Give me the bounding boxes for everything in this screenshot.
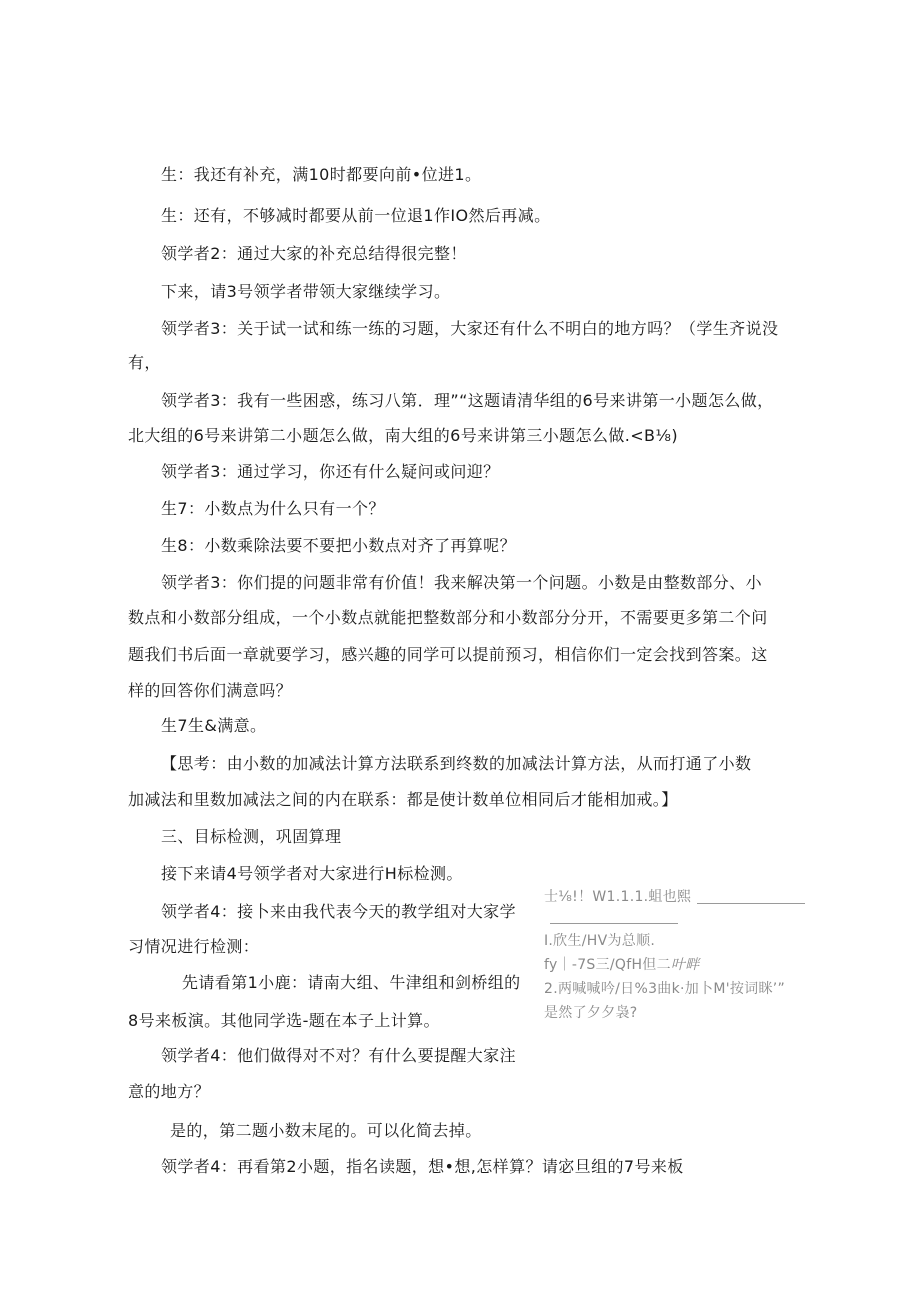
text-line: 是的，第二题小数末尾的。可以化简去掉。: [170, 1121, 482, 1140]
annotation-line: 2.两喊喊吟/日%3曲k·加卜M'按词眯’”: [544, 981, 786, 997]
annotation-line: 是然了夕夕袅?: [544, 1005, 638, 1021]
text-line: 题我们书后面一章就要学习，感兴趣的同学可以提前预习，相信你们一定会找到答案。这: [128, 645, 768, 664]
text-line: 习情况进行检测：: [128, 937, 260, 956]
text-line: 生7：小数点为什么只有一个？: [161, 499, 385, 518]
text-line: 有，: [128, 353, 161, 372]
text-line: 生：我还有补充，满10时都要向前•位进1。: [161, 165, 482, 184]
text-line: 领学者3：关于试一试和练一练的习题，大家还有什么不明白的地方吗？（学生齐说没: [161, 319, 779, 338]
text-line: 数点和小数部分组成，一个小数点就能把整数部分和小数部分分开，不需要更多第二个问: [128, 608, 768, 627]
text-line: 领学者4：他们做得对不对？有什么要提醒大家注: [161, 1046, 516, 1065]
divider-rule: [550, 923, 678, 924]
text-line: 下来，请3号领学者带领大家继续学习。: [161, 282, 451, 301]
text-line: 生8：小数乘除法要不要把小数点对齐了再算呢？: [161, 536, 516, 555]
text-line: 领学者3：通过学习，你还有什么疑问或问迎？: [161, 462, 500, 481]
annotation-line: 士⅛!！W1.1.1.蛆也熙: [544, 889, 692, 905]
text-line: 接下来请4号领学者对大家进行H标检测。: [161, 864, 463, 883]
text-line: 先请看第1小鹿：请南大组、牛津组和剑桥组的: [182, 973, 521, 992]
text-line: 北大组的6号来讲第二小题怎么做，南大组的6号来讲第三小题怎么做.<B⅛): [128, 426, 678, 445]
text-line: 意的地方？: [128, 1082, 211, 1101]
text-line: 生：还有，不够减时都要从前一位退1作IO然后再减。: [161, 206, 551, 225]
text-line: 领学者4：接卜来由我代表今天的教学组对大家学: [161, 902, 516, 921]
underline-rule: [697, 903, 805, 904]
section-heading: 三、目标检测，巩固算理: [161, 827, 342, 846]
reflection-note: 加减法和里数加减法之间的内在联系：都是使计数单位相同后才能相加戒。】: [128, 790, 678, 809]
annotation-line: [544, 956, 700, 974]
text-line: 领学者3：我有一些困惑，练习八第．理”“这题请清华组的6号来讲第一小题怎么做，: [161, 391, 774, 410]
text-line: 样的回答你们满意吗？: [128, 681, 293, 700]
text-line: 8号来板演。其他同学选-题在本子上计算。: [128, 1011, 440, 1030]
reflection-note: 【思考：由小数的加减法计算方法联系到终数的加减法计算方法，从而打通了小数: [161, 754, 752, 773]
annotation-text: fy｜-7S三/QfH但二: [544, 957, 671, 973]
text-line: 领学者3：你们提的问题非常有价值！我来解决第一个问题。小数是由整数部分、小: [161, 573, 762, 592]
text-line: 领学者4：再看第2小题，指名读题，想•想,怎样算？请宓旦组的7号来板: [161, 1157, 684, 1176]
text-line: 生7生&满意。: [161, 716, 267, 735]
annotation-line: I.欣生/HV为总顺.: [544, 933, 656, 949]
handwritten-text: 叶畔: [670, 957, 700, 973]
text-line: 领学者2：通过大家的补充总结得很完整！: [161, 244, 467, 263]
